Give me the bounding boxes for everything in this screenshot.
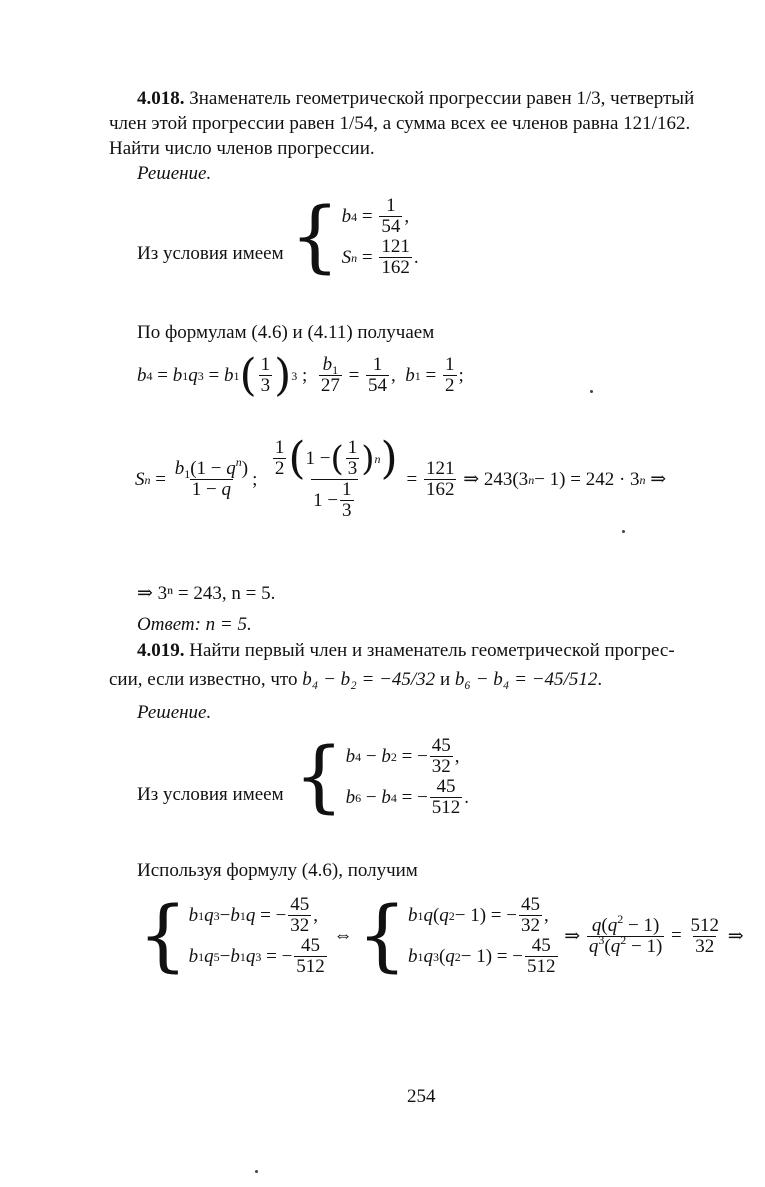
problem-text: Найти первый член и знаменатель геометрической прогрес- bbox=[189, 640, 675, 661]
equation-2: b₆ − b₄ = −45/512 bbox=[454, 669, 598, 690]
problem-number: 4.019. bbox=[137, 640, 185, 661]
answer-line bbox=[137, 612, 252, 637]
problem-number: 4.018. bbox=[137, 88, 185, 109]
problem-4-018-line1 bbox=[137, 86, 694, 111]
problem-4-018-line3: Найти число членов прогрессии. bbox=[109, 138, 375, 159]
condition-system-2: { b 4 − b 2 = − $\frac{45}{32}$ , b 6 − b 4 = − $\frac{45}{512}$ . bbox=[294, 732, 470, 822]
b4-derivation: b 4 = b 1 q 3 = b 1 ( $\frac{1}{3}$ ) 3 ; $\frac{b_1}{27}$ = $\frac{1}{54}$ , b 1 = $\frac{1}{2}$ ; bbox=[137, 349, 464, 401]
condition-intro: Из условия имеем bbox=[137, 784, 284, 805]
result-line: ⇒ 3ⁿ = 243, n = 5. bbox=[137, 583, 276, 604]
problem-text: сии, если известно, что bbox=[109, 669, 298, 690]
answer-label: Ответ: bbox=[137, 614, 201, 635]
problem-4-019-line1 bbox=[137, 638, 675, 663]
solution-label: Решение. bbox=[137, 702, 212, 723]
sn-derivation: S n = $\frac{b_1(1 - q^n)}{1 - q}$ ; $\frac{1}{2}$ ( 1 − ( $\frac{1}{3}$ ) n ) 1 − $\frac{1}{3}$ = $\frac{121}{162}$ ⇒ 243(3 n − 1) = 242 · 3 n ⇒ bbox=[135, 432, 667, 521]
problem-4-019-line2 bbox=[109, 667, 602, 692]
system-transform: { b 1 q 3 − b 1 q = − $\frac{45}{32}$ , b 1 q 5 − b 1 q 3 = − $\frac{45}{512}$ ⇔ { b 1 q ( q 2 − 1) = − $\frac{45}{32}$ , b 1 q 3 ( q 2 − 1) = − $\frac{45}{512}$ ⇒ $\frac{q(q^2 - 1)}{q^3(q^2 - 1)}$ = $\frac{512}{32}$ ⇒ bbox=[138, 891, 744, 981]
conjunction: и bbox=[439, 669, 451, 690]
equation-1: b₄ − b₂ = −45/32 bbox=[302, 669, 436, 690]
page-number: 254 bbox=[407, 1086, 436, 1107]
formulas-intro: По формулам (4.6) и (4.11) получаем bbox=[137, 322, 435, 343]
formula-intro: Используя формулу (4.6), получим bbox=[137, 860, 418, 881]
answer-value: n = 5. bbox=[205, 614, 252, 635]
condition-system-1: { b 4 = $\frac{1}{54}$ , S n = $\frac{121}{162}$ . bbox=[290, 192, 419, 282]
problem-4-018-line2: член этой прогрессии равен 1/54, а сумма всех ее членов равна 121/162. bbox=[109, 113, 691, 134]
condition-intro: Из условия имеем bbox=[137, 243, 284, 264]
solution-label: Решение. bbox=[137, 163, 212, 184]
period: . bbox=[597, 669, 603, 690]
problem-text: Знаменатель геометрической прогрессии равен 1/3, четвертый bbox=[189, 88, 695, 109]
